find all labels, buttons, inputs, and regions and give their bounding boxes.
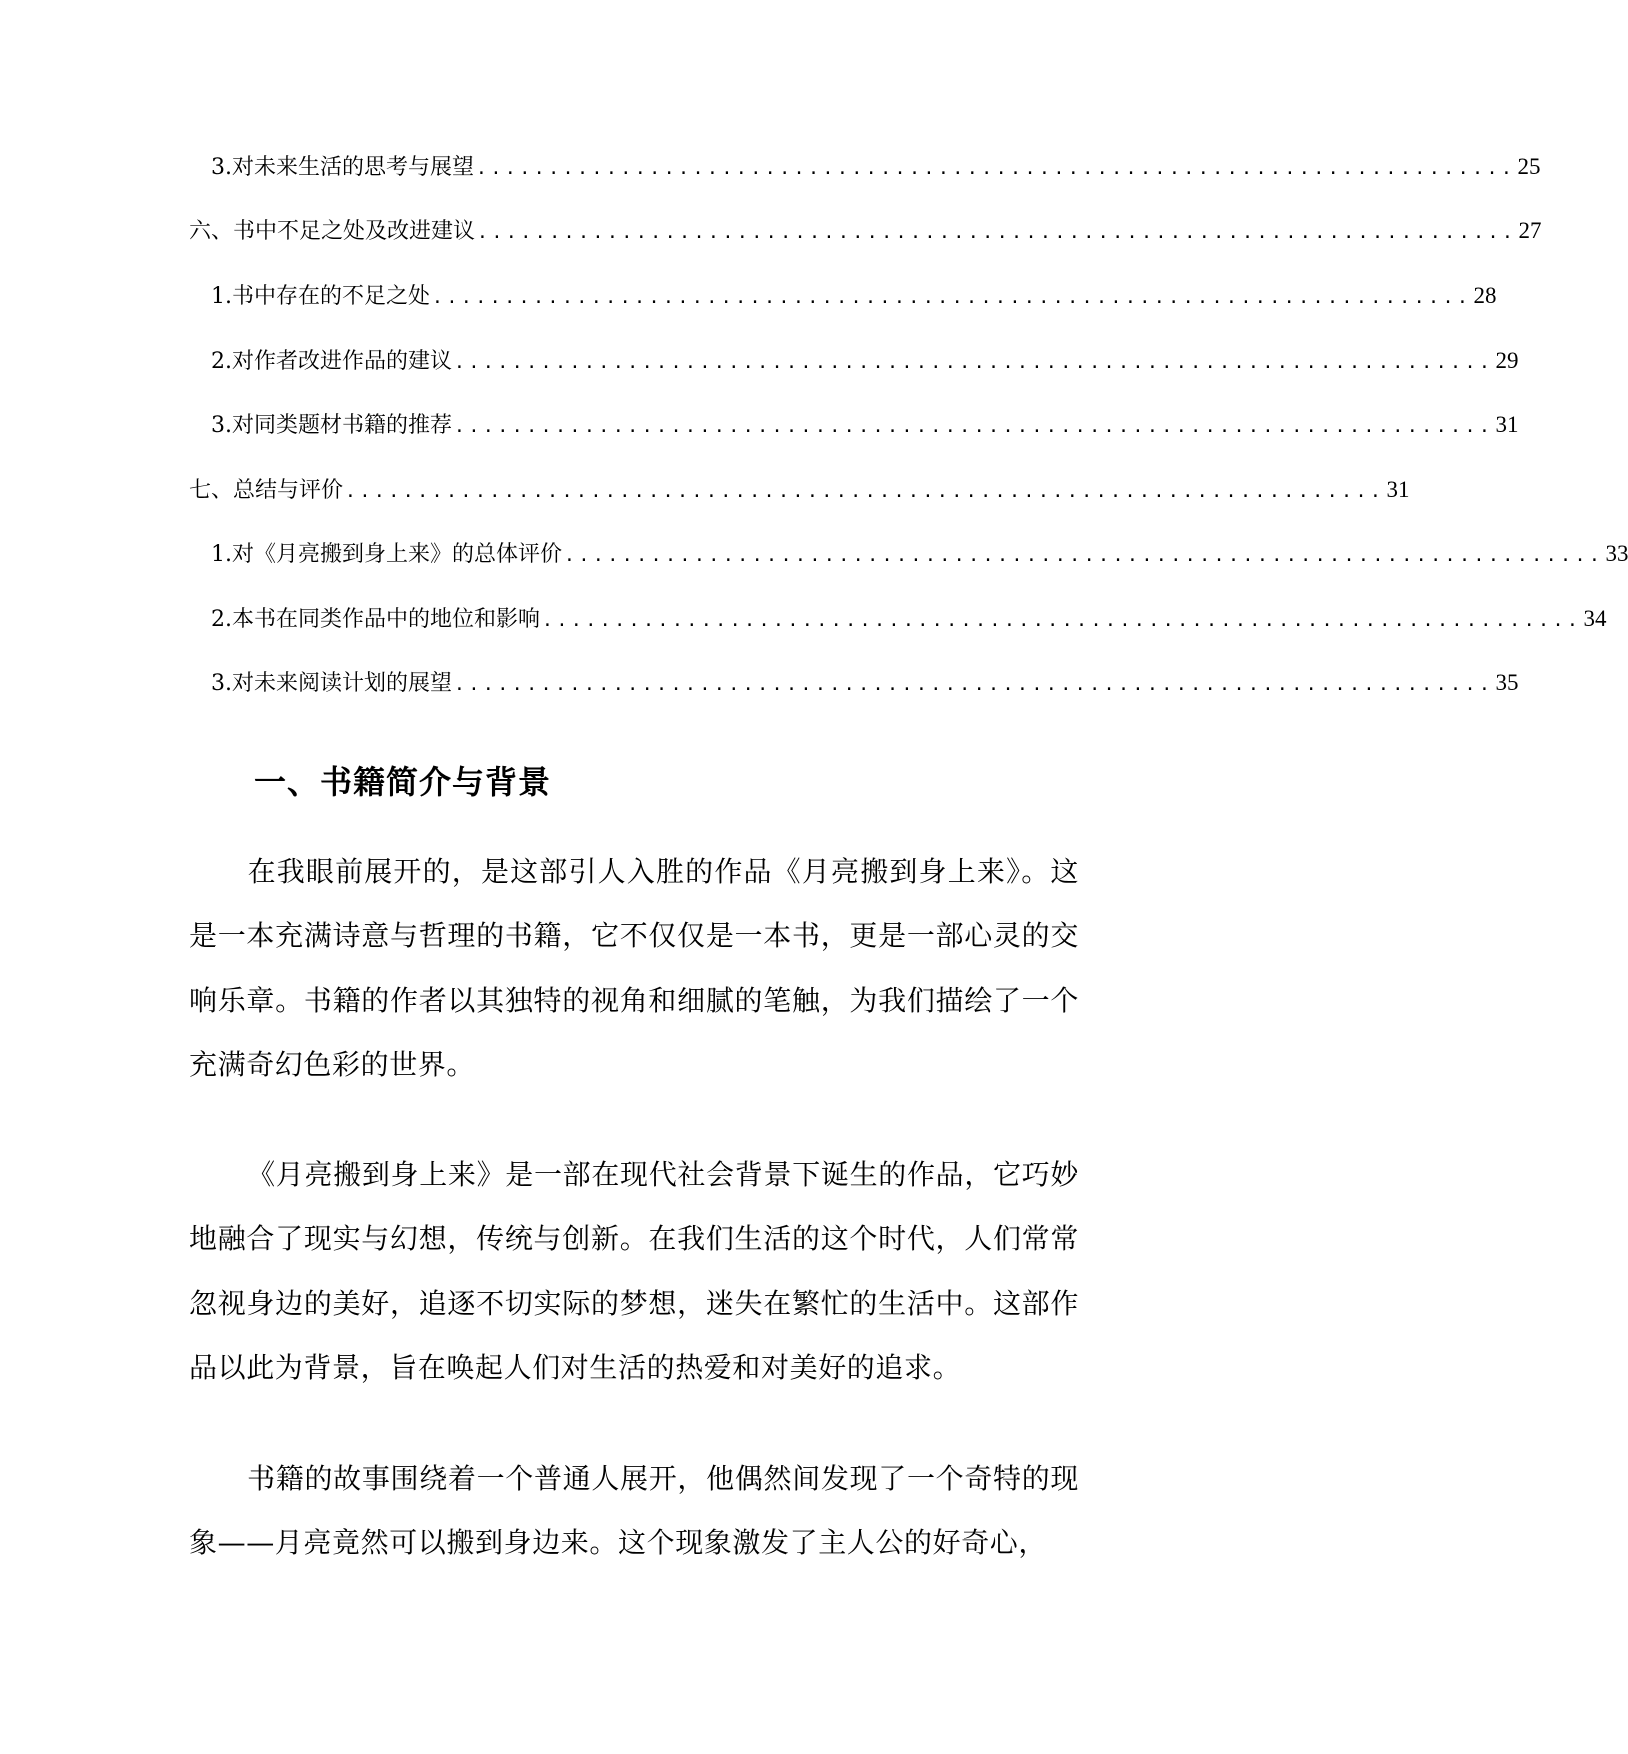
toc-entry[interactable]: [211, 538, 1628, 570]
body-paragraph: [189, 1447, 1079, 1576]
toc-entry[interactable]: [211, 345, 1519, 377]
toc-entry-title: 本书在同类作品中的地位和影响: [232, 607, 541, 632]
toc-dot-leader: ........................................................................: [454, 674, 1494, 695]
toc-entry-page: 27: [1518, 218, 1542, 243]
toc-entry-title: 对作者改进作品的建议: [232, 349, 453, 374]
toc-dot-leader: ........................................................................: [564, 545, 1604, 566]
toc-dot-leader: ........................................................................: [476, 158, 1516, 179]
paragraph-text: 《月亮搬到身上来》是一部在现代社会背景下诞生的作品，它巧妙地融合了现实与幻想，传统与创新。在我们生活的这个时代，人们常常忽视身边的美好，追逐不切实际的梦想，迷失在繁忙的生活中。这部作品以此为背景，旨在唤起人们对生活的热爱和对美好的追求。: [189, 1158, 1079, 1384]
toc-dot-leader: ........................................................................: [454, 416, 1494, 437]
toc-entry-page: 35: [1495, 670, 1519, 695]
toc-entry-title: 七、总结与评价: [189, 478, 344, 503]
toc-entry[interactable]: [211, 667, 1519, 699]
toc-entry[interactable]: [211, 603, 1607, 635]
toc-entry-number: 1.: [211, 284, 232, 309]
body-paragraph: [189, 840, 1079, 1097]
toc-entry-page: 31: [1386, 477, 1410, 502]
toc-entry-page: 31: [1495, 412, 1519, 437]
body-paragraph: [189, 1143, 1079, 1400]
toc-dot-leader: ........................................................................: [432, 287, 1472, 308]
toc-entry-number: 1.: [211, 542, 232, 567]
section-heading: 一、书籍简介与背景: [254, 763, 552, 801]
toc-entry-number: 3.: [211, 155, 232, 180]
toc-entry-title: 对未来生活的思考与展望: [232, 155, 475, 180]
paragraph-text: 书籍的故事围绕着一个普通人展开，他偶然间发现了一个奇特的现象——月亮竟然可以搬到身边来。这个现象激发了主人公的好奇心，: [189, 1462, 1079, 1560]
toc-entry-title: 对未来阅读计划的展望: [232, 671, 453, 696]
toc-entry-title: 六、书中不足之处及改进建议: [189, 219, 476, 244]
toc-entry-title: 对《月亮搬到身上来》的总体评价: [232, 542, 563, 567]
toc-entry-title: 对同类题材书籍的推荐: [232, 413, 453, 438]
toc-dot-leader: ........................................................................: [345, 481, 1385, 502]
toc-entry[interactable]: [211, 151, 1541, 183]
toc-entry-number: 2.: [211, 349, 232, 374]
toc-entry-page: 25: [1517, 154, 1541, 179]
toc-entry[interactable]: [211, 280, 1497, 312]
toc-dot-leader: ........................................................................: [477, 222, 1517, 243]
toc-entry[interactable]: [189, 215, 1542, 247]
toc-entry-number: 2.: [211, 607, 232, 632]
toc-dot-leader: ........................................................................: [542, 610, 1582, 631]
toc-entry-page: 33: [1605, 541, 1628, 566]
toc-entry[interactable]: [189, 474, 1410, 506]
toc-dot-leader: ........................................................................: [454, 352, 1494, 373]
toc-entry-page: 34: [1583, 606, 1607, 631]
toc-entry-page: 29: [1495, 348, 1519, 373]
toc-entry-number: 3.: [211, 671, 232, 696]
toc-entry-page: 28: [1473, 283, 1497, 308]
toc-entry-title: 书中存在的不足之处: [232, 284, 431, 309]
toc-entry[interactable]: [211, 409, 1519, 441]
toc-entry-number: 3.: [211, 413, 232, 438]
paragraph-text: 在我眼前展开的，是这部引人入胜的作品《月亮搬到身上来》。这是一本充满诗意与哲理的书籍，它不仅仅是一本书，更是一部心灵的交响乐章。书籍的作者以其独特的视角和细腻的笔触，为我们描绘了一个充满奇幻色彩的世界。: [189, 855, 1079, 1081]
